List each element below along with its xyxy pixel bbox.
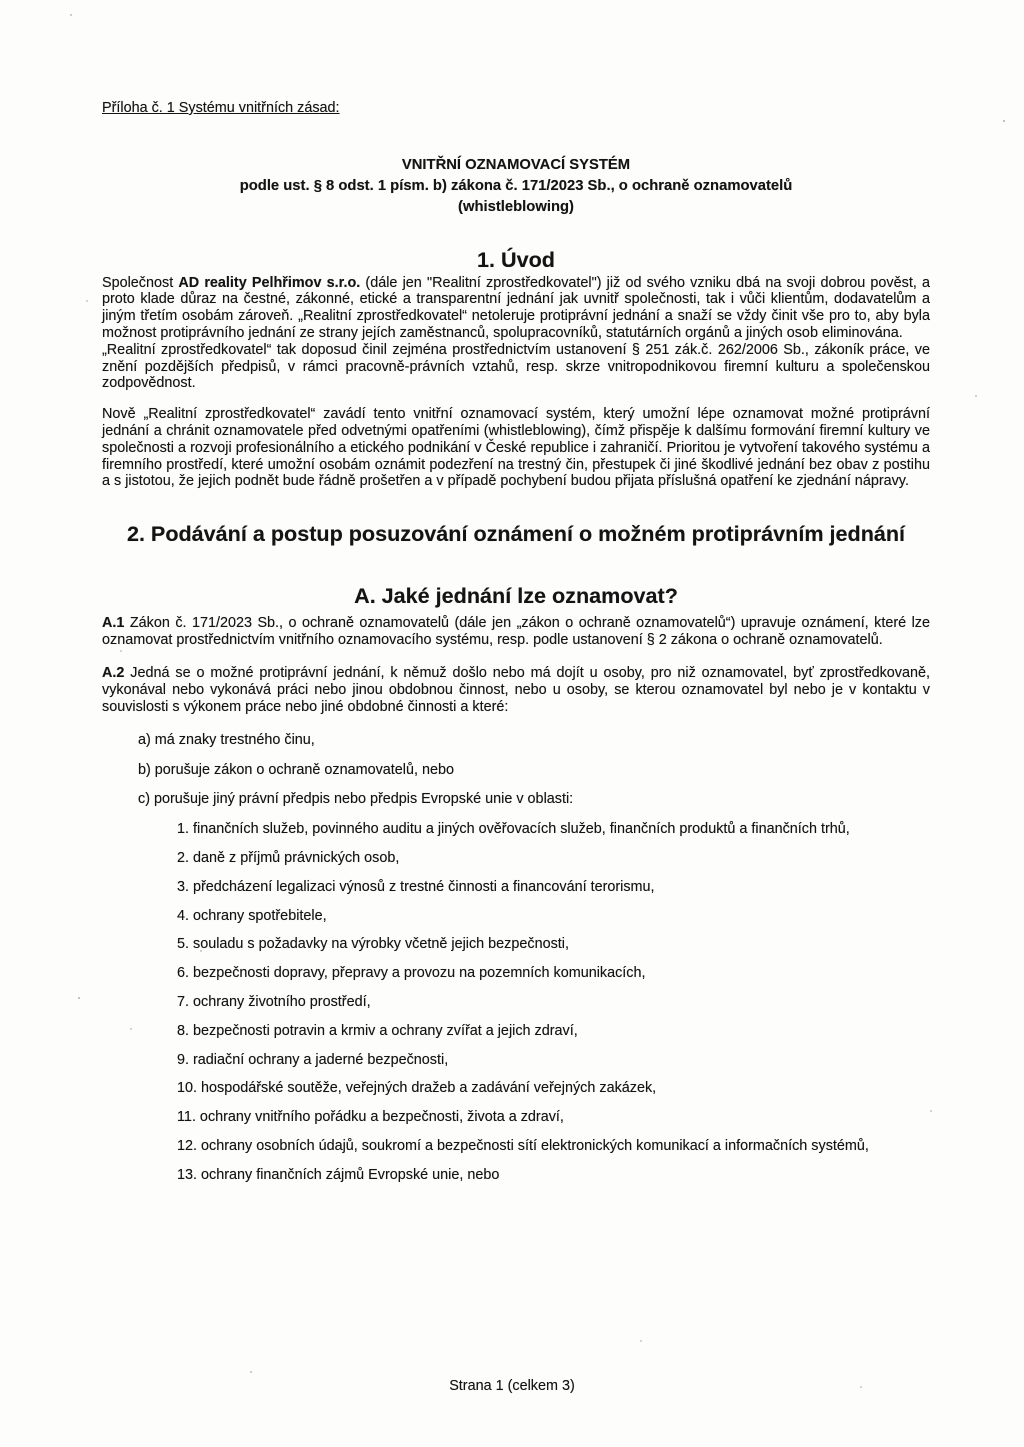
paragraph-a2	[102, 665, 930, 715]
numbered-item-6: 6. bezpečnosti dopravy, přepravy a provozu na pozemních komunikacích,	[177, 965, 646, 982]
paragraph-a1-text: Zákon č. 171/2023 Sb., o ochraně oznamovatelů (dále jen „zákon o ochraně oznamovatelů“) upravuje oznámení, které lze oznamovat prostřednictvím vnitřního oznamovacího systému, resp. podle ustanovení § 2 zákona o ochraně oznamovatelů.	[102, 614, 930, 648]
title-line-1: VNITŘNÍ OZNAMOVACÍ SYSTÉM	[401, 156, 631, 173]
numbered-item-10: 10. hospodářské soutěže, veřejných dražeb a zadávání veřejných zakázek,	[177, 1080, 657, 1097]
numbered-item-1: 1. finančních služeb, povinného auditu a jiných ověřovacích služeb, finančních produktů a finančních trhů,	[177, 821, 850, 838]
numbered-item-2: 2. daně z příjmů právnických osob,	[177, 849, 400, 866]
page-number: Strana 1 (celkem 3)	[449, 1378, 575, 1394]
numbered-item-3: 3. předcházení legalizaci výnosů z trestné činnosti a financování terorismu,	[177, 878, 655, 895]
document-title	[102, 155, 930, 218]
title-line-3: (whistleblowing)	[458, 198, 574, 215]
para1-rest: (dále jen "Realitní zprostředkovatel") již od svého vzniku dbá na svoji dobrou pověst, a proto klade důraz na čestné, zákonné, etické a transparentní jednání jak uvnitř společnosti, tak i vůči klientům, dodavatelům a jiným třetím osobám zároveň. „Realitní zprostředkovatel“ netoleruje protiprávní jednání a snaží se vždy činit vše pro to, aby byla možnost protiprávního jednání ze strany jejích zaměstnanců, spolupracovníků, statutárních orgánů a jiných osob eliminována.	[102, 274, 930, 341]
paragraph-a2-text: Jedná se o možné protiprávní jednání, k němuž došlo nebo má dojít u osoby, pro niž oznamovatel, byť zprostředkovaně, vykonával nebo vykonává práci nebo jinou obdobnou činnost, nebo u osoby, se kterou oznamovatel byl nebo je v kontaktu v souvislosti s výkonem práce nebo jiné obdobné činnosti a které:	[102, 665, 930, 715]
section-1-heading: 1. Úvod	[477, 246, 555, 272]
subsection-a-heading: A. Jaké jednání lze oznamovat?	[354, 582, 678, 608]
numbered-item-4: 4. ochrany spotřebitele,	[177, 907, 327, 924]
intro-paragraph-1	[102, 275, 930, 342]
numbered-item-9: 9. radiační ochrany a jaderné bezpečnosti,	[177, 1051, 449, 1068]
paragraph-a2-label: A.2	[102, 665, 125, 682]
numbered-item-7: 7. ochrany životního prostředí,	[177, 993, 371, 1010]
numbered-item-13: 13. ochrany finančních zájmů Evropské unie, nebo	[177, 1166, 500, 1183]
numbered-item-8: 8. bezpečnosti potravin a krmiv a ochrany zvířat a jejich zdraví,	[177, 1022, 578, 1039]
numbered-list	[102, 821, 930, 1183]
scan-noise	[0, 0, 2, 2]
company-name: AD reality Pelhřimov s.r.o.	[178, 274, 361, 291]
appendix-label: Příloha č. 1 Systému vnitřních zásad:	[102, 100, 340, 116]
numbered-item-5: 5. souladu s požadavky na výrobky včetně jejich bezpečnosti,	[177, 936, 569, 953]
letter-item-a: a) má znaky trestného činu,	[138, 731, 315, 748]
letter-item-c: c) porušuje jiný právní předpis nebo předpis Evropské unie v oblasti:	[138, 791, 574, 808]
para1-prefix: Společnost	[102, 274, 179, 291]
paragraph-a1-label: A.1	[102, 614, 125, 631]
letter-list	[102, 732, 930, 808]
letter-item-b: b) porušuje zákon o ochraně oznamovatelů, nebo	[138, 761, 455, 778]
paragraph-a1	[102, 615, 930, 649]
numbered-item-12: 12. ochrany osobních údajů, soukromí a bezpečnosti sítí elektronických komunikací a informačních systémů,	[177, 1137, 869, 1154]
section-2-heading: 2. Podávání a postup posuzování oznámení o možném protiprávním jednání	[126, 521, 906, 547]
intro-paragraph-2: „Realitní zprostředkovatel“ tak doposud činil zejména prostřednictvím ustanovení § 251 zák.č. 262/2006 Sb., zákoník práce, ve znění pozdějších předpisů, v rámci pracovně-právních vztahů, resp. skrze vnitropodnikovou firemní kulturu a společenskou zodpovědnost.	[102, 341, 930, 392]
intro-paragraph-3: Nově „Realitní zprostředkovatel“ zavádí tento vnitřní oznamovací systém, který umožní lépe oznamovat možné protiprávní jednání a chránit oznamovatele před odvetnými opatřeními (whistleblowing), čímž přispěje k dalšímu formování firemní kultury ve společnosti a rozvoji profesionálního a etického podnikání v České republice i zahraničí. Prioritou je vytvoření takového systému a firemního prostředí, které umožní osobám oznámit podezření na trestný čin, přestupek či jiné škodlivé jednání bez obav z postihu a s jistotou, že jejich podnět bude řádně prošetřen a v případě pochybení budou přijata příslušná opatření ke zjednání nápravy.	[102, 406, 930, 490]
title-line-2: podle ust. § 8 odst. 1 písm. b) zákona č. 171/2023 Sb., o ochraně oznamovatelů	[239, 177, 793, 194]
numbered-item-11: 11. ochrany vnitřního pořádku a bezpečnosti, života a zdraví,	[177, 1109, 564, 1126]
